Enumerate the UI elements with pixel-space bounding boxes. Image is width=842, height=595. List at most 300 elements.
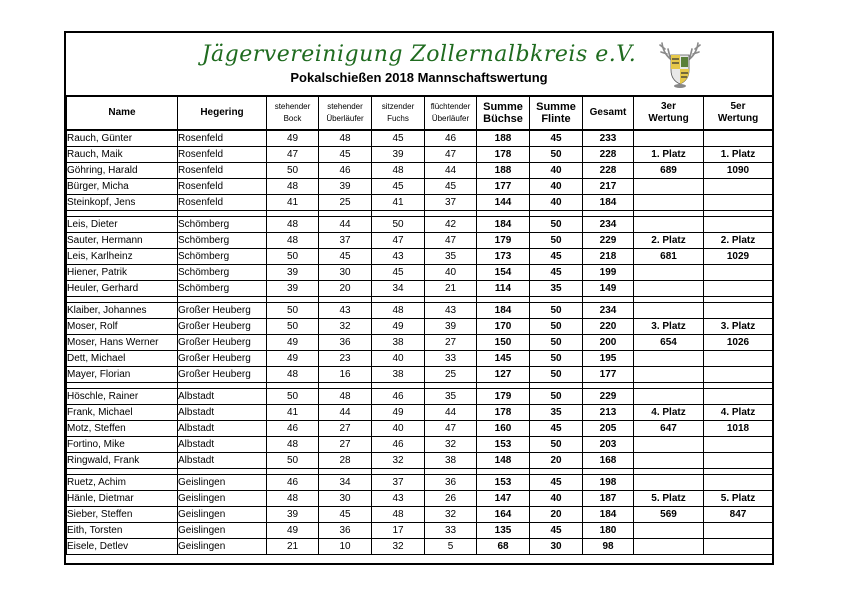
cell-5er-wertung	[704, 367, 773, 383]
cell-summe-buechse: 170	[477, 319, 530, 335]
table-row	[67, 319, 773, 335]
cell-5er-wertung	[704, 523, 773, 539]
table-row	[67, 303, 773, 319]
cell-fluechtender: 26	[425, 491, 477, 507]
cell-3er-wertung	[634, 195, 704, 211]
cell-name: Höschle, Rainer	[67, 389, 178, 405]
cell-summe-flinte: 45	[530, 475, 583, 491]
cell-fluechtender: 40	[425, 265, 477, 281]
cell-fuchs: 45	[372, 130, 425, 147]
cell-summe-buechse: 114	[477, 281, 530, 297]
cell-ueberlaeufer: 36	[319, 335, 372, 351]
cell-hegering: Schömberg	[178, 265, 267, 281]
cell-summe-buechse: 188	[477, 163, 530, 179]
cell-fuchs: 40	[372, 351, 425, 367]
cell-hegering: Albstadt	[178, 437, 267, 453]
cell-summe-flinte: 50	[530, 367, 583, 383]
table-row	[67, 217, 773, 233]
cell-summe-buechse: 68	[477, 539, 530, 555]
cell-summe-buechse: 178	[477, 405, 530, 421]
table-row	[67, 233, 773, 249]
cell-hegering: Schömberg	[178, 217, 267, 233]
cell-summe-flinte: 45	[530, 130, 583, 147]
cell-summe-flinte: 40	[530, 195, 583, 211]
cell-name: Frank, Michael	[67, 405, 178, 421]
cell-5er-wertung	[704, 281, 773, 297]
cell-name: Sieber, Steffen	[67, 507, 178, 523]
table-row	[67, 453, 773, 469]
cell-ueberlaeufer: 34	[319, 475, 372, 491]
cell-hegering: Schömberg	[178, 281, 267, 297]
cell-3er-wertung: 5. Platz	[634, 491, 704, 507]
cell-ueberlaeufer: 10	[319, 539, 372, 555]
cell-bock: 50	[267, 389, 319, 405]
cell-hegering: Albstadt	[178, 389, 267, 405]
cell-3er-wertung: 2. Platz	[634, 233, 704, 249]
cell-summe-flinte: 30	[530, 539, 583, 555]
results-table	[66, 97, 773, 555]
cell-fuchs: 47	[372, 233, 425, 249]
cell-summe-buechse: 127	[477, 367, 530, 383]
cell-bock: 50	[267, 249, 319, 265]
cell-ueberlaeufer: 44	[319, 405, 372, 421]
cell-3er-wertung	[634, 475, 704, 491]
cell-3er-wertung: 3. Platz	[634, 319, 704, 335]
cell-fluechtender: 27	[425, 335, 477, 351]
cell-ueberlaeufer: 27	[319, 437, 372, 453]
cell-ueberlaeufer: 45	[319, 249, 372, 265]
table-row	[67, 491, 773, 507]
cell-gesamt: 199	[583, 265, 634, 281]
cell-fluechtender: 36	[425, 475, 477, 491]
cell-3er-wertung	[634, 130, 704, 147]
cell-summe-buechse: 150	[477, 335, 530, 351]
cell-hegering: Geislingen	[178, 523, 267, 539]
cell-hegering: Großer Heuberg	[178, 335, 267, 351]
cell-name: Eisele, Detlev	[67, 539, 178, 555]
cell-fluechtender: 35	[425, 389, 477, 405]
cell-name: Rauch, Maik	[67, 147, 178, 163]
cell-hegering: Großer Heuberg	[178, 351, 267, 367]
table-row	[67, 523, 773, 539]
cell-fluechtender: 33	[425, 351, 477, 367]
cell-3er-wertung	[634, 179, 704, 195]
cell-summe-flinte: 40	[530, 179, 583, 195]
cell-summe-flinte: 45	[530, 523, 583, 539]
cell-5er-wertung: 5. Platz	[704, 491, 773, 507]
cell-fuchs: 37	[372, 475, 425, 491]
cell-hegering: Albstadt	[178, 421, 267, 437]
cell-gesamt: 229	[583, 233, 634, 249]
cell-gesamt: 205	[583, 421, 634, 437]
table-row	[67, 539, 773, 555]
cell-fluechtender: 5	[425, 539, 477, 555]
cell-gesamt: 177	[583, 367, 634, 383]
cell-bock: 50	[267, 163, 319, 179]
cell-fuchs: 48	[372, 507, 425, 523]
cell-name: Motz, Steffen	[67, 421, 178, 437]
cell-ueberlaeufer: 45	[319, 147, 372, 163]
cell-hegering: Großer Heuberg	[178, 319, 267, 335]
table-row	[67, 389, 773, 405]
cell-hegering: Rosenfeld	[178, 195, 267, 211]
cell-5er-wertung	[704, 453, 773, 469]
col-ueberlaeufer-header: stehender Überläufer	[319, 97, 372, 130]
cell-3er-wertung	[634, 281, 704, 297]
cell-5er-wertung: 847	[704, 507, 773, 523]
cell-fuchs: 48	[372, 303, 425, 319]
cell-fuchs: 41	[372, 195, 425, 211]
cell-name: Sauter, Hermann	[67, 233, 178, 249]
cell-summe-buechse: 164	[477, 507, 530, 523]
col-fluechtender-header: flüchtender Überläufer	[425, 97, 477, 130]
cell-name: Steinkopf, Jens	[67, 195, 178, 211]
cell-bock: 47	[267, 147, 319, 163]
cell-name: Eith, Torsten	[67, 523, 178, 539]
cell-summe-flinte: 50	[530, 437, 583, 453]
table-row	[67, 475, 773, 491]
table-row	[67, 405, 773, 421]
table-row	[67, 421, 773, 437]
cell-fuchs: 50	[372, 217, 425, 233]
page-title: Jägervereinigung Zollernalbkreis e.V.	[201, 42, 637, 67]
cell-ueberlaeufer: 30	[319, 265, 372, 281]
cell-summe-buechse: 173	[477, 249, 530, 265]
cell-5er-wertung: 1029	[704, 249, 773, 265]
cell-summe-buechse: 154	[477, 265, 530, 281]
cell-summe-flinte: 40	[530, 491, 583, 507]
cell-fuchs: 46	[372, 389, 425, 405]
cell-5er-wertung	[704, 265, 773, 281]
table-row	[67, 335, 773, 351]
cell-gesamt: 187	[583, 491, 634, 507]
cell-summe-buechse: 144	[477, 195, 530, 211]
cell-fluechtender: 25	[425, 367, 477, 383]
table-row	[67, 507, 773, 523]
cell-summe-flinte: 20	[530, 507, 583, 523]
col-hegering-header: Hegering	[178, 97, 267, 130]
cell-name: Hänle, Dietmar	[67, 491, 178, 507]
cell-gesamt: 233	[583, 130, 634, 147]
cell-name: Moser, Hans Werner	[67, 335, 178, 351]
col-fuchs-header: sitzender Fuchs	[372, 97, 425, 130]
cell-summe-buechse: 147	[477, 491, 530, 507]
cell-gesamt: 229	[583, 389, 634, 405]
cell-hegering: Großer Heuberg	[178, 367, 267, 383]
cell-fluechtender: 37	[425, 195, 477, 211]
cell-hegering: Schömberg	[178, 233, 267, 249]
cell-fuchs: 32	[372, 453, 425, 469]
cell-fuchs: 45	[372, 179, 425, 195]
cell-summe-flinte: 45	[530, 249, 583, 265]
cell-ueberlaeufer: 46	[319, 163, 372, 179]
cell-name: Heuler, Gerhard	[67, 281, 178, 297]
col-3er-wertung-header: 3er Wertung	[634, 97, 704, 130]
col-gesamt-header: Gesamt	[583, 97, 634, 130]
cell-bock: 48	[267, 437, 319, 453]
cell-fuchs: 38	[372, 335, 425, 351]
cell-fluechtender: 38	[425, 453, 477, 469]
cell-gesamt: 203	[583, 437, 634, 453]
cell-hegering: Geislingen	[178, 475, 267, 491]
cell-3er-wertung	[634, 389, 704, 405]
cell-3er-wertung: 681	[634, 249, 704, 265]
cell-3er-wertung	[634, 367, 704, 383]
cell-fluechtender: 43	[425, 303, 477, 319]
cell-bock: 50	[267, 319, 319, 335]
cell-gesamt: 184	[583, 195, 634, 211]
table-row	[67, 351, 773, 367]
cell-3er-wertung	[634, 265, 704, 281]
cell-5er-wertung: 3. Platz	[704, 319, 773, 335]
cell-5er-wertung: 1. Platz	[704, 147, 773, 163]
cell-3er-wertung: 647	[634, 421, 704, 437]
cell-name: Bürger, Micha	[67, 179, 178, 195]
cell-bock: 49	[267, 335, 319, 351]
cell-summe-flinte: 40	[530, 163, 583, 179]
cell-name: Ruetz, Achim	[67, 475, 178, 491]
cell-ueberlaeufer: 32	[319, 319, 372, 335]
cell-5er-wertung: 1090	[704, 163, 773, 179]
cell-fuchs: 46	[372, 437, 425, 453]
cell-5er-wertung	[704, 437, 773, 453]
cell-summe-flinte: 35	[530, 281, 583, 297]
cell-summe-flinte: 50	[530, 233, 583, 249]
cell-summe-buechse: 153	[477, 475, 530, 491]
cell-hegering: Geislingen	[178, 539, 267, 555]
table-row	[67, 179, 773, 195]
cell-3er-wertung	[634, 453, 704, 469]
cell-fluechtender: 45	[425, 179, 477, 195]
cell-summe-buechse: 148	[477, 453, 530, 469]
cell-5er-wertung: 2. Platz	[704, 233, 773, 249]
col-5er-wertung-header: 5er Wertung	[704, 97, 773, 130]
cell-bock: 48	[267, 233, 319, 249]
cell-bock: 48	[267, 367, 319, 383]
cell-5er-wertung	[704, 217, 773, 233]
cell-5er-wertung	[704, 179, 773, 195]
cell-bock: 49	[267, 523, 319, 539]
cell-hegering: Rosenfeld	[178, 130, 267, 147]
cell-fluechtender: 47	[425, 421, 477, 437]
cell-3er-wertung	[634, 437, 704, 453]
cell-gesamt: 228	[583, 163, 634, 179]
cell-fuchs: 32	[372, 539, 425, 555]
table-head	[67, 97, 773, 130]
cell-summe-flinte: 35	[530, 405, 583, 421]
page-subtitle: Pokalschießen 2018 Mannschaftswertung	[290, 70, 548, 85]
cell-bock: 48	[267, 491, 319, 507]
cell-bock: 50	[267, 453, 319, 469]
cell-fuchs: 48	[372, 163, 425, 179]
cell-fuchs: 49	[372, 405, 425, 421]
cell-name: Moser, Rolf	[67, 319, 178, 335]
table-row	[67, 437, 773, 453]
score-sheet	[64, 31, 774, 565]
cell-ueberlaeufer: 37	[319, 233, 372, 249]
cell-summe-flinte: 50	[530, 147, 583, 163]
cell-ueberlaeufer: 20	[319, 281, 372, 297]
cell-3er-wertung	[634, 539, 704, 555]
cell-gesamt: 149	[583, 281, 634, 297]
cell-summe-buechse: 177	[477, 179, 530, 195]
cell-summe-flinte: 50	[530, 389, 583, 405]
cell-5er-wertung	[704, 195, 773, 211]
cell-ueberlaeufer: 48	[319, 130, 372, 147]
cell-gesamt: 234	[583, 303, 634, 319]
cell-bock: 41	[267, 195, 319, 211]
cell-bock: 49	[267, 351, 319, 367]
cell-5er-wertung	[704, 351, 773, 367]
cell-fluechtender: 35	[425, 249, 477, 265]
cell-fuchs: 43	[372, 491, 425, 507]
cell-5er-wertung: 1018	[704, 421, 773, 437]
cell-name: Leis, Karlheinz	[67, 249, 178, 265]
cell-summe-flinte: 50	[530, 351, 583, 367]
cell-ueberlaeufer: 36	[319, 523, 372, 539]
cell-ueberlaeufer: 48	[319, 389, 372, 405]
table-row	[67, 265, 773, 281]
cell-name: Hiener, Patrik	[67, 265, 178, 281]
col-summe-flinte-header: Summe Flinte	[530, 97, 583, 130]
cell-fluechtender: 47	[425, 147, 477, 163]
cell-gesamt: 217	[583, 179, 634, 195]
cell-name: Leis, Dieter	[67, 217, 178, 233]
cell-3er-wertung	[634, 303, 704, 319]
table-row	[67, 130, 773, 147]
cell-fuchs: 38	[372, 367, 425, 383]
cell-bock: 39	[267, 281, 319, 297]
cell-ueberlaeufer: 44	[319, 217, 372, 233]
table-row	[67, 249, 773, 265]
cell-name: Fortino, Mike	[67, 437, 178, 453]
cell-summe-flinte: 50	[530, 217, 583, 233]
cell-summe-buechse: 145	[477, 351, 530, 367]
cell-fluechtender: 39	[425, 319, 477, 335]
cell-name: Rauch, Günter	[67, 130, 178, 147]
cell-5er-wertung	[704, 303, 773, 319]
table-body	[67, 130, 773, 555]
cell-bock: 46	[267, 421, 319, 437]
cell-hegering: Großer Heuberg	[178, 303, 267, 319]
cell-3er-wertung	[634, 351, 704, 367]
cell-hegering: Rosenfeld	[178, 163, 267, 179]
cell-gesamt: 195	[583, 351, 634, 367]
cell-name: Mayer, Florian	[67, 367, 178, 383]
cell-hegering: Schömberg	[178, 249, 267, 265]
cell-summe-flinte: 50	[530, 303, 583, 319]
sheet-header	[66, 33, 772, 97]
table-row	[67, 281, 773, 297]
cell-gesamt: 184	[583, 507, 634, 523]
cell-fuchs: 17	[372, 523, 425, 539]
cell-5er-wertung: 1026	[704, 335, 773, 351]
cell-gesamt: 218	[583, 249, 634, 265]
col-summe-buechse-header: Summe Büchse	[477, 97, 530, 130]
cell-bock: 48	[267, 179, 319, 195]
cell-bock: 49	[267, 130, 319, 147]
cell-5er-wertung	[704, 389, 773, 405]
cell-hegering: Rosenfeld	[178, 147, 267, 163]
cell-gesamt: 228	[583, 147, 634, 163]
cell-ueberlaeufer: 30	[319, 491, 372, 507]
cell-5er-wertung	[704, 475, 773, 491]
cell-hegering: Geislingen	[178, 507, 267, 523]
cell-hegering: Geislingen	[178, 491, 267, 507]
cell-name: Dett, Michael	[67, 351, 178, 367]
cell-bock: 41	[267, 405, 319, 421]
cell-fuchs: 49	[372, 319, 425, 335]
cell-fuchs: 43	[372, 249, 425, 265]
cell-fluechtender: 44	[425, 405, 477, 421]
col-bock-header: stehender Bock	[267, 97, 319, 130]
cell-gesamt: 98	[583, 539, 634, 555]
table-row	[67, 147, 773, 163]
cell-summe-buechse: 135	[477, 523, 530, 539]
cell-summe-buechse: 188	[477, 130, 530, 147]
cell-gesamt: 234	[583, 217, 634, 233]
cell-fuchs: 45	[372, 265, 425, 281]
cell-ueberlaeufer: 25	[319, 195, 372, 211]
cell-fuchs: 34	[372, 281, 425, 297]
cell-hegering: Rosenfeld	[178, 179, 267, 195]
cell-gesamt: 198	[583, 475, 634, 491]
cell-ueberlaeufer: 16	[319, 367, 372, 383]
cell-summe-flinte: 50	[530, 319, 583, 335]
cell-ueberlaeufer: 27	[319, 421, 372, 437]
cell-gesamt: 220	[583, 319, 634, 335]
cell-name: Ringwald, Frank	[67, 453, 178, 469]
cell-5er-wertung	[704, 539, 773, 555]
cell-summe-buechse: 178	[477, 147, 530, 163]
cell-3er-wertung	[634, 217, 704, 233]
club-crest-icon	[658, 39, 702, 89]
cell-bock: 50	[267, 303, 319, 319]
cell-summe-buechse: 153	[477, 437, 530, 453]
cell-3er-wertung: 654	[634, 335, 704, 351]
cell-bock: 21	[267, 539, 319, 555]
cell-gesamt: 180	[583, 523, 634, 539]
cell-hegering: Albstadt	[178, 453, 267, 469]
cell-fluechtender: 32	[425, 437, 477, 453]
cell-3er-wertung	[634, 523, 704, 539]
cell-gesamt: 168	[583, 453, 634, 469]
cell-summe-buechse: 179	[477, 389, 530, 405]
cell-3er-wertung: 569	[634, 507, 704, 523]
table-row	[67, 195, 773, 211]
cell-fluechtender: 21	[425, 281, 477, 297]
cell-gesamt: 200	[583, 335, 634, 351]
cell-summe-flinte: 45	[530, 265, 583, 281]
cell-fluechtender: 44	[425, 163, 477, 179]
cell-bock: 39	[267, 265, 319, 281]
cell-fluechtender: 47	[425, 233, 477, 249]
cell-bock: 46	[267, 475, 319, 491]
cell-summe-buechse: 160	[477, 421, 530, 437]
cell-ueberlaeufer: 39	[319, 179, 372, 195]
cell-3er-wertung: 4. Platz	[634, 405, 704, 421]
cell-ueberlaeufer: 28	[319, 453, 372, 469]
table-row	[67, 367, 773, 383]
cell-bock: 39	[267, 507, 319, 523]
cell-summe-flinte: 45	[530, 421, 583, 437]
cell-hegering: Albstadt	[178, 405, 267, 421]
cell-summe-buechse: 184	[477, 217, 530, 233]
cell-ueberlaeufer: 43	[319, 303, 372, 319]
cell-ueberlaeufer: 45	[319, 507, 372, 523]
cell-name: Klaiber, Johannes	[67, 303, 178, 319]
cell-fuchs: 40	[372, 421, 425, 437]
